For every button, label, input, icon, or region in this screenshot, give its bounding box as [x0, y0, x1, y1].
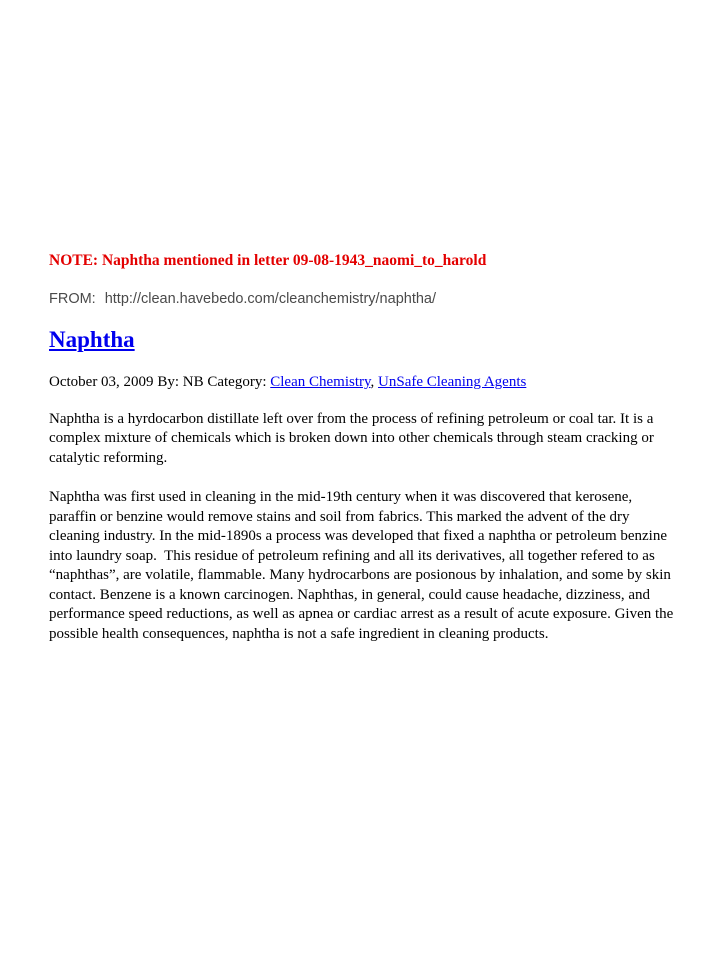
meta-by-label: By: [157, 374, 179, 390]
meta-date: October 03, 2009 [49, 374, 154, 390]
note-text: NOTE: Naphtha mentioned in letter 09-08-1943_naomi_to_harold [49, 252, 487, 269]
article-title-link[interactable]: Naphtha [49, 327, 135, 352]
source-line [49, 290, 674, 308]
source-label: FROM: [49, 291, 96, 307]
document-content [49, 251, 678, 644]
meta-separator: , [370, 374, 375, 390]
paragraph-intro: Naphtha is a hyrdocarbon distillate left over from the process of refining petroleum or coal tar. It is a complex mixture of chemicals which is broken down into other chemicals through steam cracking or catalytic reforming. [49, 410, 658, 466]
paragraph-history-hazards: Naphtha was first used in cleaning in the mid-19th century when it was discovered that kerosene, paraffin or benzine would remove stains and soil from fabrics. This marked the advent of the dry cleaning industry. In the mid-1890s a process was developed that fixed a naphtha or petroleum benzine into laundry soap. This residue of petroleum refining and all its derivatives, all together refered to as “naphthas”, are volatile, flammable. Many hydrocarbons are posionous by inhalation, and some by skin contact. Benzene is a known carcinogen. Naphthas, in general, could cause headache, dizziness, and performance speed reductions, as well as apnea or cardiac arrest as a result of acute exposure. Given the possible health consequences, naphtha is not a safe ingredient in cleaning products. [49, 489, 678, 642]
article-title [49, 325, 674, 357]
category-link-unsafe-cleaning-agents[interactable]: UnSafe Cleaning Agents [378, 374, 527, 390]
meta-category-label: Category: [207, 374, 267, 390]
source-url: http://clean.havebedo.com/cleanchemistry/naphtha/ [104, 291, 437, 307]
category-link-clean-chemistry[interactable]: Clean Chemistry [270, 374, 371, 390]
article-meta [49, 373, 674, 393]
meta-author: NB [182, 374, 204, 390]
